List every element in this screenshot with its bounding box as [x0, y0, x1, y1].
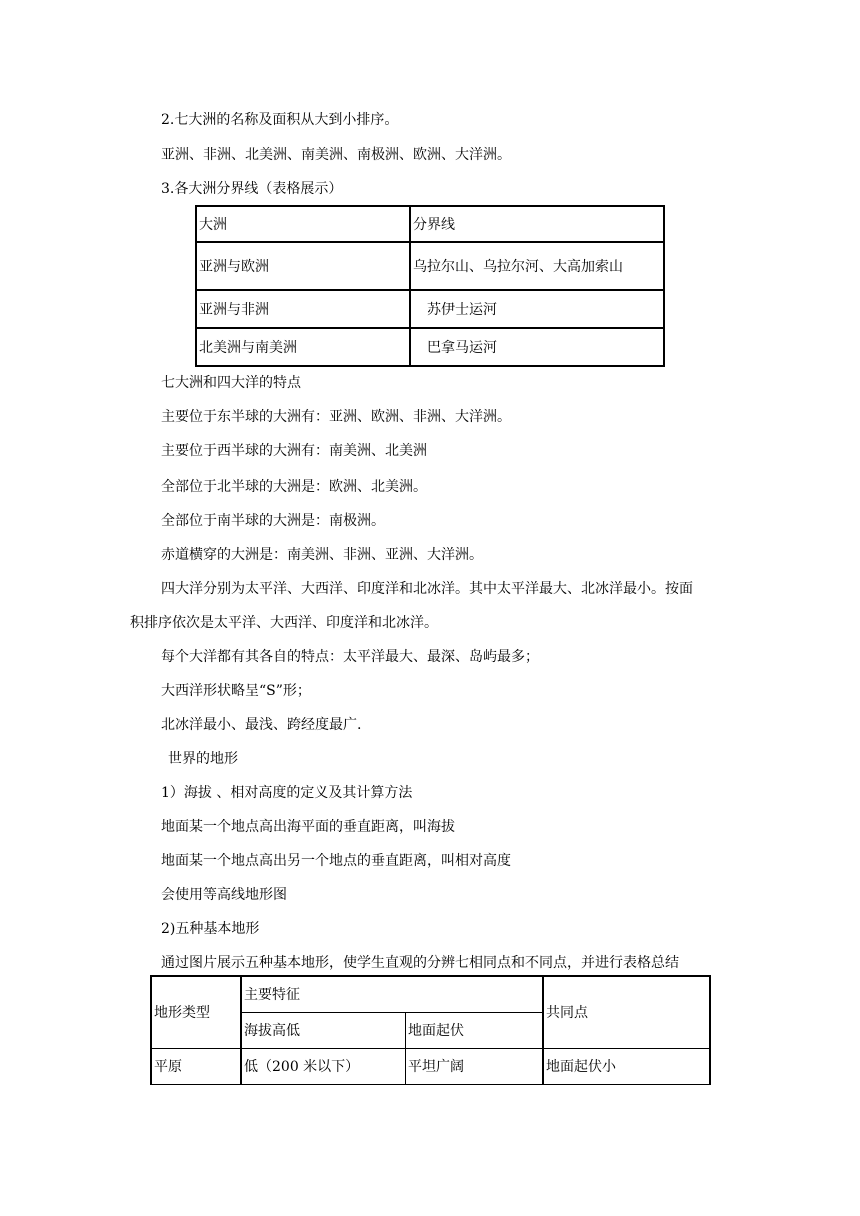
line-altitude-heading: 1）海拔 、相对高度的定义及其计算方法 — [161, 785, 413, 801]
line-oceans-b: 积排序依次是太平洋、大西洋、印度洋和北冰洋。 — [130, 615, 438, 631]
table-cell: 地面起伏小 — [543, 1048, 710, 1084]
table-header-row — [151, 976, 710, 1012]
table-cell: 亚洲与欧洲 — [196, 242, 410, 290]
table-header-cell: 地形类型 — [151, 976, 241, 1048]
table-cell: 乌拉尔山、乌拉尔河、大高加索山 — [410, 242, 664, 290]
table-header-cell: 大洲 — [196, 206, 410, 242]
table-row — [196, 242, 664, 290]
line-equator: 赤道横穿的大洲是：南美洲、非洲、亚洲、大洋洲。 — [161, 547, 483, 563]
line-south-hemisphere: 全部位于南半球的大洲是：南极洲。 — [161, 513, 385, 529]
line-altitude-def: 地面某一个地点高出海平面的垂直距离，叫海拔 — [161, 819, 455, 835]
table-cell: 平坦广阔 — [406, 1048, 544, 1084]
line-continents-order-heading: 2.七大洲的名称及面积从大到小排序。 — [161, 112, 399, 128]
table-cell: 巴拿马运河 — [410, 328, 664, 366]
line-oceans-a: 四大洋分别为太平洋、大西洋、印度洋和北冰洋。其中太平洋最大、北冰洋最小。按面 — [161, 581, 693, 597]
line-landform-summary: 通过图片展示五种基本地形，使学生直观的分辨七相同点和不同点，并进行表格总结 — [161, 955, 679, 971]
table-row — [151, 1048, 710, 1084]
line-continents-order: 亚洲、非洲、北美洲、南美洲、南极洲、欧洲、大洋洲。 — [161, 147, 511, 163]
line-five-landforms: 2)五种基本地形 — [161, 921, 260, 937]
table-cell: 低（200 米以下） — [241, 1048, 406, 1084]
boundary-table — [195, 205, 665, 367]
table-header-cell: 分界线 — [410, 206, 664, 242]
line-east-hemisphere: 主要位于东半球的大洲有：亚洲、欧洲、非洲、大洋洲。 — [161, 409, 511, 425]
table-cell: 苏伊士运河 — [410, 290, 664, 328]
table-header-cell: 主要特征 — [241, 976, 543, 1012]
line-features-heading: 七大洲和四大洋的特点 — [161, 375, 301, 391]
line-relative-height-def: 地面某一个地点高出另一个地点的垂直距离，叫相对高度 — [161, 853, 511, 869]
table-cell: 北美洲与南美洲 — [196, 328, 410, 366]
table-cell: 亚洲与非洲 — [196, 290, 410, 328]
table-header-cell: 共同点 — [543, 976, 710, 1048]
line-arctic: 北冰洋最小、最浅、跨经度最广. — [161, 717, 362, 733]
table-row — [196, 290, 664, 328]
line-north-hemisphere: 全部位于北半球的大洲是：欧洲、北美洲。 — [161, 479, 427, 495]
line-west-hemisphere: 主要位于西半球的大洲有：南美洲、北美洲 — [161, 443, 427, 459]
line-ocean-features: 每个大洋都有其各自的特点：太平洋最大、最深、岛屿最多； — [161, 649, 539, 665]
table-header-cell: 地面起伏 — [406, 1012, 544, 1048]
terrain-table — [150, 975, 711, 1085]
line-contour-map: 会使用等高线地形图 — [161, 887, 287, 903]
line-boundary-heading: 3.各大洲分界线（表格展示） — [161, 181, 343, 197]
table-header-row — [196, 206, 664, 242]
line-atlantic: 大西洋形状略呈“S”形； — [161, 683, 311, 699]
table-cell: 平原 — [151, 1048, 241, 1084]
table-row — [196, 328, 664, 366]
table-header-cell: 海拔高低 — [241, 1012, 406, 1048]
line-landform-heading: 世界的地形 — [168, 751, 238, 767]
